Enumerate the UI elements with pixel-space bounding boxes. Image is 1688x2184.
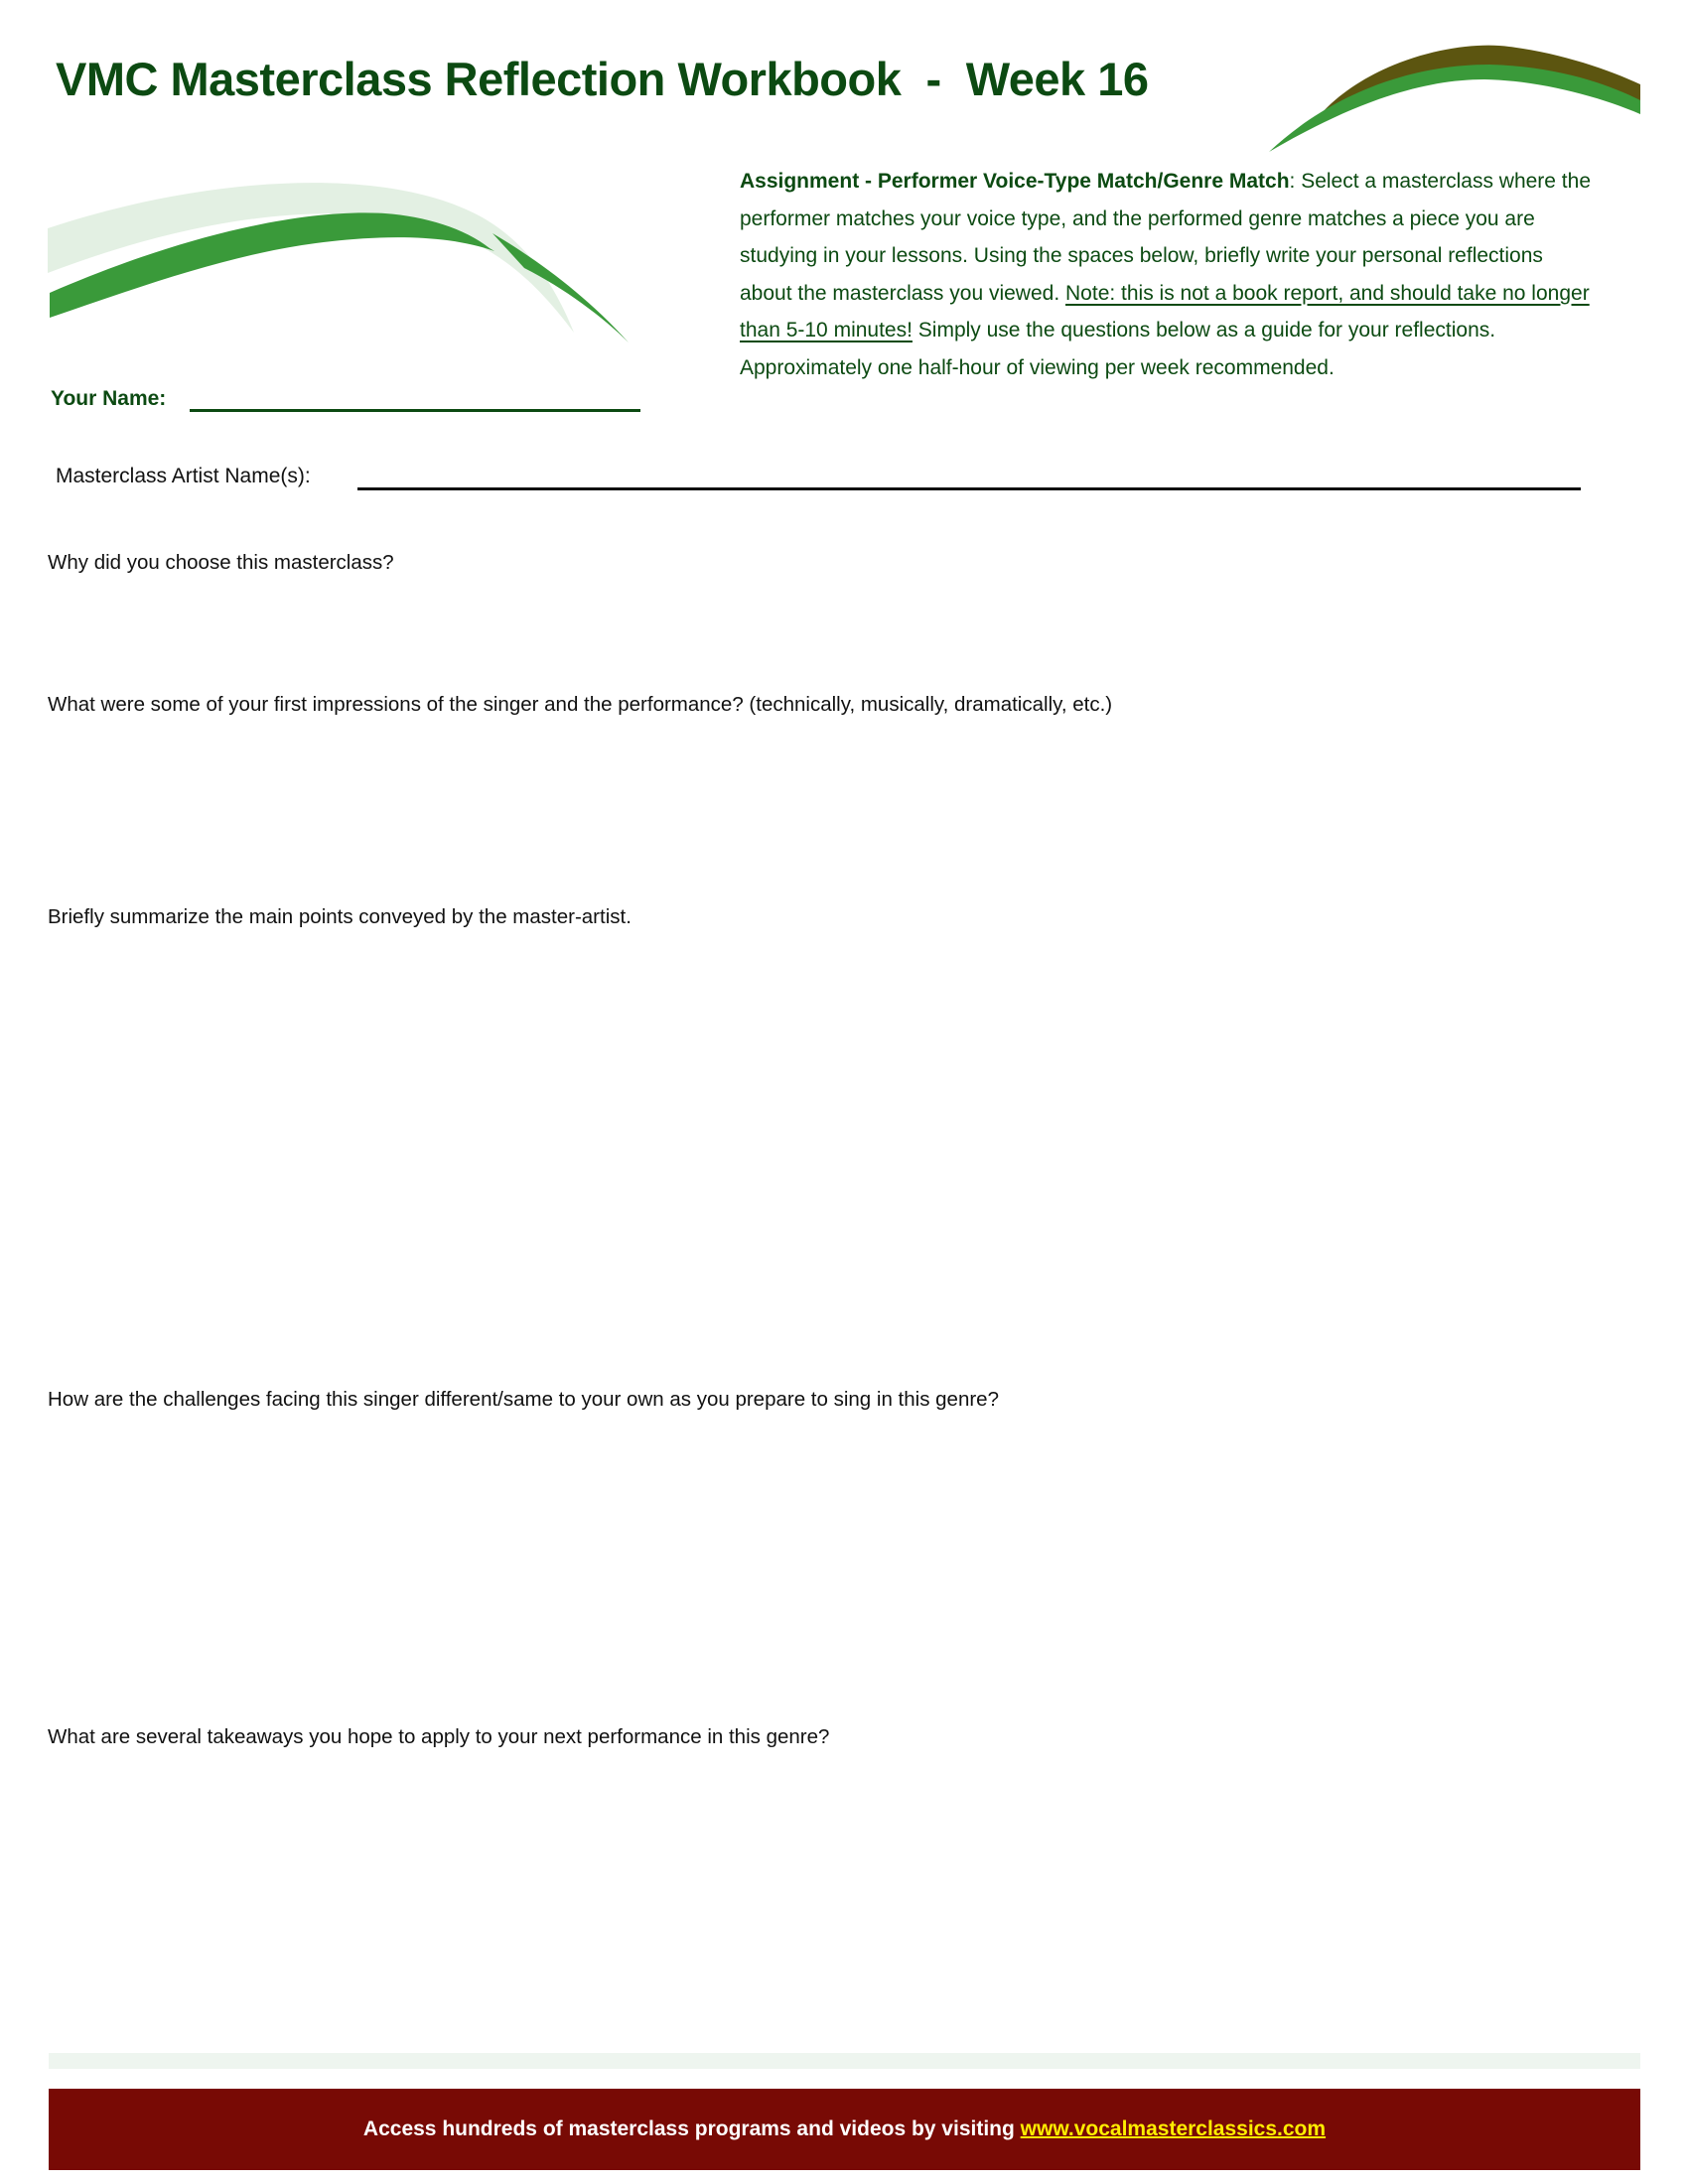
your-name-field[interactable] — [190, 409, 640, 412]
question-why-choose: Why did you choose this masterclass? — [48, 551, 394, 574]
footer-banner — [49, 2089, 1640, 2170]
assignment-text-1: Select a masterclass where the performer matches your voice type, and the performed genre matches a piece you are studying in your lessons. Using the spaces below, briefly write your personal reflections about the masterclass you viewed. — [740, 170, 1592, 305]
assignment-heading: Assignment - Performer Voice-Type Match/Genre Match — [740, 170, 1290, 193]
page-title: VMC Masterclass Reflection Workbook - Week 16 — [56, 53, 1149, 105]
assignment-instructions — [740, 163, 1594, 386]
question-takeaways: What are several takeaways you hope to apply to your next performance in this genre? — [48, 1725, 830, 1748]
footer-message: Access hundreds of masterclass programs and videos by visiting — [362, 2117, 1021, 2140]
question-first-impressions: What were some of your first impressions of the singer and the performance? (technically, musically, dramatically, etc.) — [48, 693, 1113, 716]
artist-name-field[interactable] — [357, 487, 1581, 490]
question-challenges: How are the challenges facing this singer different/same to your own as you prepare to sing in this genre? — [48, 1388, 999, 1411]
assignment-note: Note: this is not a book report, and should take no longer than 5-10 minutes! — [740, 281, 1590, 341]
footer-text — [363, 2117, 1326, 2141]
assignment-text-2: Simply use the questions below as a guide for your reflections. Approximately one half-hour of viewing per week recommended. — [740, 319, 1496, 379]
decorative-arc-top-right — [1261, 35, 1658, 164]
footer-website-link[interactable]: www.vocalmasterclassics.com — [1020, 2117, 1327, 2140]
question-main-points: Briefly summarize the main points conveyed by the master-artist. — [48, 905, 632, 928]
artist-name-label: Masterclass Artist Name(s): — [56, 465, 311, 487]
assignment-colon: : — [1289, 170, 1296, 193]
your-name-label: Your Name: — [51, 387, 167, 410]
decorative-arc-left — [48, 174, 643, 352]
footer-divider — [49, 2053, 1640, 2069]
